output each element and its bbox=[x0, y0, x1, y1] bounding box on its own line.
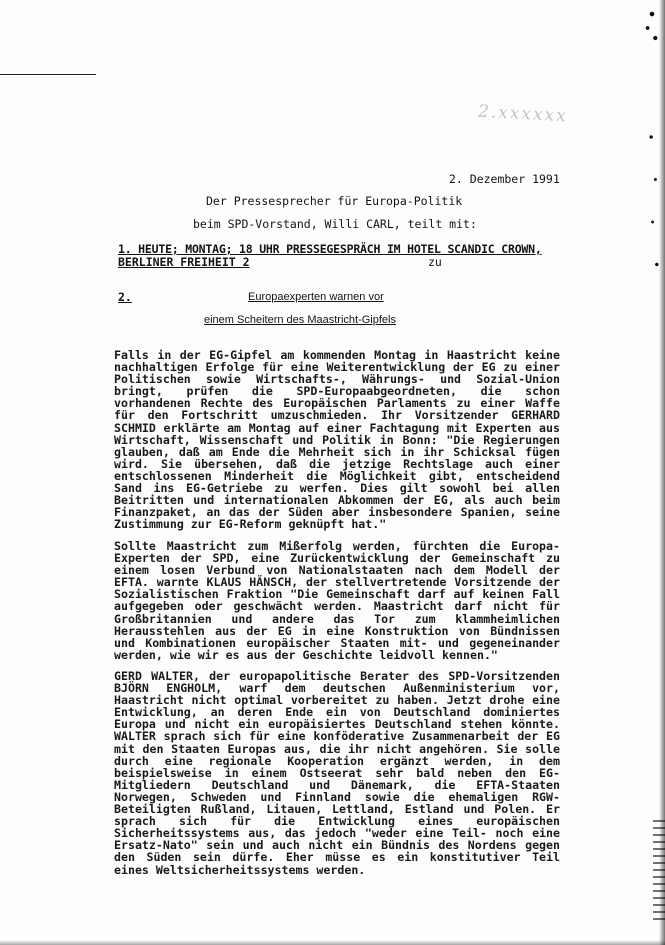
handwritten-note: 2.xxxxxx bbox=[477, 101, 569, 127]
sender-line: beim SPD-Vorstand, Willi CARL, teilt mit: bbox=[193, 217, 477, 231]
paragraph-haensch: Sollte Maastricht zum Mißerfolg werden, fürchten die Europa-Experten der SPD, eine Zurückentwicklung der Gemeinschaft zu einem losen Verbund von Nationalstaaten nach dem Modell der EFTA. warnte KLAUS HÄNSCH, der stellvertretende Vorsitzende der Sozialistischen Fraktion "Die Gemeinschaft darf auf keinen Fall aufgegeben oder geschwächt werden. Maastricht darf nicht für Großbritannien und andere das Tor zum klammheimlichen Herausstehlen aus der EG in eine Konstruktion von Bündnissen und Kombinationen europäischer Staaten mit- und gegeneinander werden, wie wir es aus der Geschichte leidvoll kennen." bbox=[114, 539, 560, 662]
scan-artifact-right-lower bbox=[653, 820, 665, 920]
item-2-number: 2. bbox=[118, 290, 132, 304]
item-2-title-line-2: einem Scheitern des Maastricht-Gipfels bbox=[204, 314, 396, 326]
item-1-line-2: BERLINER FREIHEIT 2 bbox=[118, 255, 250, 269]
document-date: 2. Dezember 1991 bbox=[449, 172, 560, 186]
item-2-title-line-1: Europaexperten warnen vor bbox=[248, 291, 384, 303]
item-1-line-1: 1. HEUTE; MONTAG; 18 UHR PRESSEGESPRÄCH IM HOTEL SCANDIC CROWN, bbox=[118, 242, 542, 256]
item-1-suffix: zu bbox=[428, 255, 442, 269]
scan-artifact-bottom-edge bbox=[0, 940, 665, 945]
press-spokesperson-line: Der Pressesprecher für Europa-Politik bbox=[206, 194, 463, 208]
paragraph-walter: GERD WALTER, der europapolitische Berater des SPD-Vorsitzenden BJÖRN ENGHOLM, warf dem deutschen Außenministerium vor, Haastricht nicht optimal vorbereitet zu haben. Jetzt drohe eine Entwicklung, an deren Ende ein von Deutschland dominiertes Europa und nicht ein europäisiertes Deutschland stehen könnte. WALTER sprach sich für eine konföderative Zusammenarbeit der EG mit den Staaten Europas aus, die ihr nicht angehören. Sie solle durch eine regionale Kooperation ergänzt werden, in dem beispielsweise in einem Ostseerat sehr bald neben den EG-Mitgliedern Deutschland und Dänemark, die EFTA-Staaten Norwegen, Schweden und Finnland sowie die ehemaligen RGW-Beteiligten Rußland, Litauen, Lettland, Estland und Polen. Er sprach sich für die Entwicklung eines europäischen Sicherheitssystems aus, das jedoch "weder eine Teil- noch eine Ersatz-Nato" sein und auch nicht ein Bündnis des Nordens gegen den Süden sein dürfe. Eher müsse es ein konstitutiver Teil eines Weltsicherheitssystems werden. bbox=[114, 669, 560, 877]
scan-artifact-line bbox=[0, 74, 96, 75]
scan-artifact-right-edge bbox=[659, 0, 665, 945]
paragraph-schmid: Falls in der EG-Gipfel am kommenden Montag in Haastricht keine nachhaltigen Erfolge für eine Weiterentwicklung der EG zu einer Politischen sowie Wirtschafts-, Währungs- und Sozial-Union bringt, prüfen die SPD-Europaabgeordneten, die schon vorhandenen Rechte des Europäischen Parlaments zu einer Waffe für den Fortschritt umzuschmieden. Ihr Vorsitzender GERHARD SCHMID erklärte am Montag auf einer Fachtagung mit Experten aus Wirtschaft, Wissenschaft und Politik in Bonn: "Die Regierungen glauben, daß am Ende die Mehrheit sich in ihr Schicksal fügen wird. Sie übersehen, daß die jetzige Rechtslage auch einer entschlossenen Minderheit die Möglichkeit gibt, entscheidend Sand ins EG-Getriebe zu werfen. Dies gilt sowohl bei allen Beitritten und internationalen Abkommen der EG, als auch beim Finanzpaket, an das der Süden aber insbesondere Spanien, seine Zustimmung zur EG-Reform geknüpft hat." bbox=[114, 348, 560, 532]
item-1-announcement bbox=[118, 243, 558, 269]
